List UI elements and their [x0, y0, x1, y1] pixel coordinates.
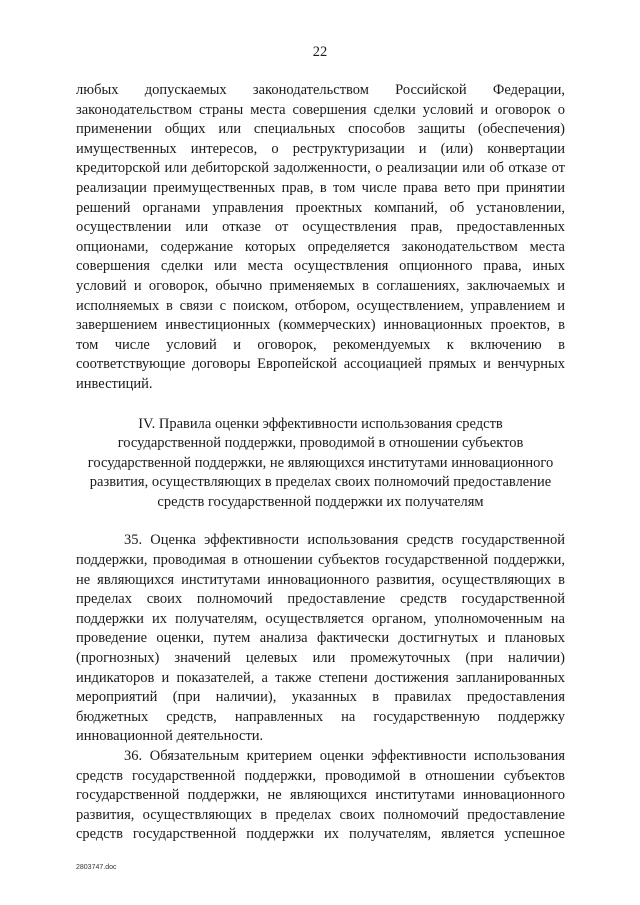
section-heading-line: развития, осуществляющих в пределах своих полномочий предоставление	[89, 474, 552, 491]
section-heading	[76, 415, 565, 513]
spacer	[76, 512, 565, 531]
section-heading-line: средств государственной поддержки их получателям	[157, 493, 484, 510]
document-body	[76, 81, 565, 845]
section-heading-line: IV. Правила оценки эффективности использования средств	[138, 415, 503, 432]
footer-file-code: 2803747.doc	[76, 864, 117, 871]
section-heading-line: государственной поддержки, не являющихся институтами инновационного	[87, 454, 554, 471]
section-heading-line: государственной поддержки, проводимой в отношении субъектов	[117, 435, 524, 452]
paragraph-36: 36. Обязательным критерием оценки эффективности использования средств государственной поддержки, проводимой в отношении субъектов государственной поддержки, не являющихся институтами инновационного развития, осуществляющих в пределах своих полномочий предоставление средств государственной поддержки их получателям, является успешное	[76, 748, 565, 843]
page-number: 22	[312, 44, 328, 60]
paragraph-35: 35. Оценка эффективности использования средств государственной поддержки, проводимая в отношении субъектов государственной поддержки, не являющихся институтами инновационного развития, осуществляющих в пределах своих полномочий предоставление средств государственной поддержки их получателям, осуществляется органом, уполномоченным на проведение оценки, путем анализа фактически достигнутых и плановых (прогнозных) значений целевых или промежуточных (при наличии) индикаторов и показателей, а также степени достижения запланированных мероприятий (при наличии), указанных в правилах предоставления бюджетных средств, направленных на государственную поддержку инновационной деятельности.	[76, 532, 565, 745]
paragraph-continuation: любых допускаемых законодательством Российской Федерации, законодательством страны места совершения сделки условий и оговорок о применении общих или специальных способов защиты (обеспечения) имущественных интересов, о реструктуризации и (или) конвертации кредиторской или дебиторской задолженности, о реализации или об отказе от реализации преимущественных прав, в том числе права вето при принятии решений органами управления проектных компаний, об установлении, осуществлении или отказе от осуществления прав, предоставленных опционами, содержание которых определяется законодательством места совершения сделки или места осуществления опционного права, иных условий и оговорок, обычно применяемых в соглашениях, заключаемых и исполняемых в связи с поиском, отбором, осуществлением, управлением и завершением инвестиционных (коммерческих) инновационных проектов, в том числе условий и оговорок, рекомендуемых к включению в соответствующие договоры Европейской ассоциацией прямых и венчурных инвестиций.	[76, 82, 565, 392]
